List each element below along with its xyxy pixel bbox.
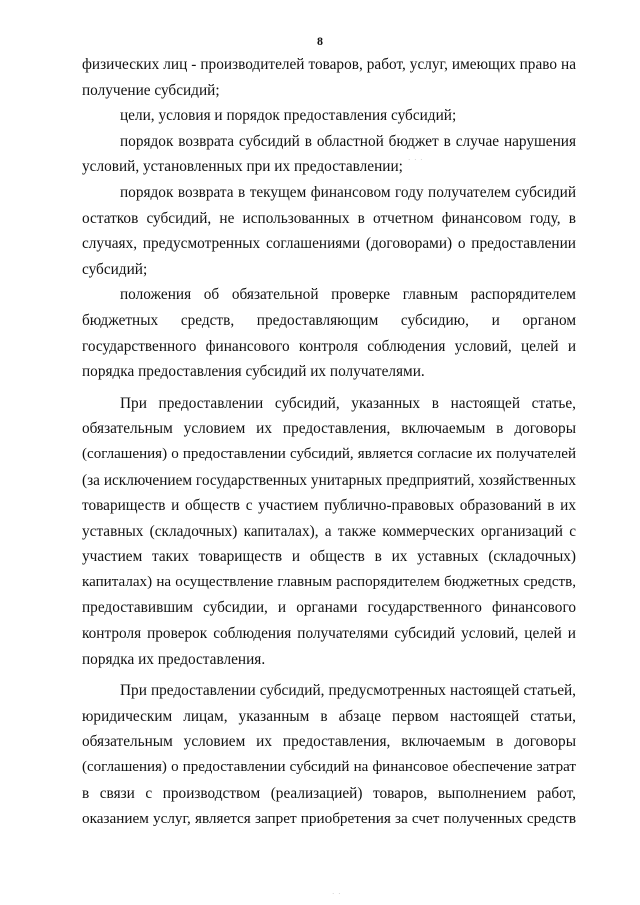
text-line: При предоставлении субсидий, указанных в настоящей статье, bbox=[120, 394, 576, 412]
text-line: товариществ и обществ с участием публично-правовых образований в их bbox=[82, 497, 576, 515]
text-line: При предоставлении субсидий, предусмотренных настоящей статьей, bbox=[120, 682, 576, 700]
text-line: порядок возврата в текущем финансовом году получателем субсидий bbox=[120, 183, 576, 201]
text-line: порядка предоставления субсидий их получателями. bbox=[82, 363, 425, 381]
text-line: контроля проверок соблюдения получателями субсидий условий, целей и bbox=[82, 625, 576, 643]
text-line: случаях, предусмотренных соглашениями (договорами) о предоставлении bbox=[82, 235, 576, 253]
text-line: в связи с производством (реализацией) товаров, выполнением работ, bbox=[82, 784, 576, 802]
text-line: остатков субсидий, не использованных в отчетном финансовом году, в bbox=[82, 209, 576, 227]
text-line: государственного финансового контроля соблюдения условий, целей и bbox=[82, 337, 576, 355]
text-line: субсидий; bbox=[82, 260, 148, 278]
text-line: обязательным условием их предоставления, включаемым в договоры bbox=[82, 733, 576, 751]
text-line: физических лиц - производителей товаров, работ, услуг, имеющих право на bbox=[82, 56, 576, 73]
scan-artifact: · · bbox=[332, 890, 342, 898]
text-line: участием таких товариществ и обществ в их уставных (складочных) bbox=[82, 548, 576, 566]
text-line: (за исключением государственных унитарных предприятий, хозяйственных bbox=[82, 471, 576, 489]
text-line: юридическим лицам, указанным в абзаце первом настоящей статьи, bbox=[82, 707, 576, 725]
text-line: бюджетных средств, предоставляющим субсидию, и органом bbox=[82, 311, 576, 329]
text-line: предоставившим субсидии, и органами государственного финансового bbox=[82, 599, 576, 617]
text-line: (соглашения) о предоставлении субсидий, является согласие их получателей bbox=[82, 445, 576, 462]
text-line: цели, условия и порядок предоставления субсидий; bbox=[120, 107, 457, 125]
text-line: порядок возврата субсидий в областной бюджет в случае нарушения bbox=[120, 132, 576, 150]
text-line: положения об обязательной проверке главным распорядителем bbox=[120, 286, 576, 304]
text-line: обязательным условием их предоставления, включаемым в договоры bbox=[82, 420, 576, 438]
text-line: капиталах) на осуществление главным распорядителем бюджетных средств, bbox=[82, 573, 576, 590]
document-body bbox=[82, 52, 576, 832]
text-line: получение субсидий; bbox=[82, 81, 220, 99]
text-line: условий, установленных при их предоставлении; bbox=[82, 158, 403, 176]
scan-artifact: · · · bbox=[408, 156, 424, 164]
text-line: порядка их предоставления. bbox=[82, 650, 266, 668]
text-line: оказанием услуг, является запрет приобретения за счет полученных средств bbox=[82, 810, 576, 828]
text-line: (соглашения) о предоставлении субсидий на финансовое обеспечение затрат bbox=[82, 759, 576, 776]
text-line: уставных (складочных) капиталах), а также коммерческих организаций с bbox=[82, 522, 576, 540]
page-number: 8 bbox=[317, 34, 323, 48]
